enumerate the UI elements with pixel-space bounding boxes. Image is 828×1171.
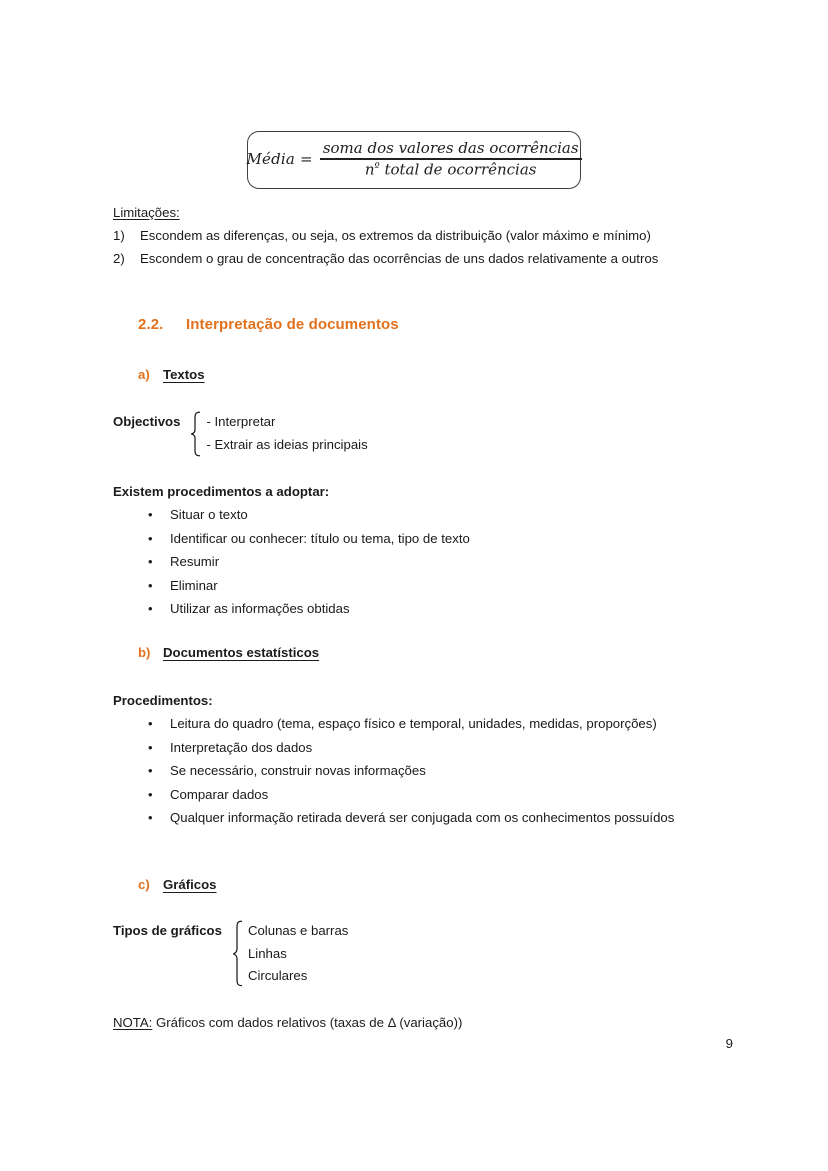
procedimentos-a-list [148,503,708,621]
limitacoes-list [113,224,713,270]
objectivos-label: Objectivos [113,414,181,429]
procedimentos-b-heading: Procedimentos: [113,693,213,708]
bullet-icon: • [148,601,153,616]
bullet-icon: • [148,763,153,778]
objectivos-group [113,411,368,457]
list-text: Qualquer informação retirada deverá ser conjugada com os conhecimentos possuídos [170,810,675,825]
formula-denominator [362,160,540,179]
objectivos-items [206,411,367,457]
bullet-icon: • [148,716,153,731]
section-title: Interpretação de documentos [186,316,399,333]
subsection-marker: a) [138,367,150,382]
subsection-c-heading [138,877,217,892]
nota-label: NOTA: [113,1015,153,1030]
subsection-label: Textos [163,367,205,382]
list-text: Identificar ou conhecer: título ou tema, tipo de texto [170,530,470,546]
bullet-icon: • [148,530,153,546]
curly-brace-icon [187,411,202,457]
subsection-label: Documentos estatísticos [163,645,320,660]
list-text: Leitura do quadro (tema, espaço físico e temporal, unidades, medidas, proporções) [170,716,657,731]
list-item [148,574,708,598]
list-text: Se necessário, construir novas informações [170,763,426,778]
list-item [148,736,713,760]
list-text: Utilizar as informações obtidas [170,601,350,616]
list-marker: 1) [113,228,125,243]
list-marker: 2) [113,251,125,266]
objectivos-item: - Interpretar [206,414,276,429]
list-text: Eliminar [170,577,218,593]
tipos-item: Colunas e barras [247,923,349,938]
subsection-label: Gráficos [163,877,217,892]
subsection-a-heading [138,367,205,382]
bullet-icon: • [148,810,153,825]
bullet-icon: • [148,507,153,522]
list-item [148,783,713,807]
list-item [148,759,713,783]
curly-brace-icon [229,920,244,988]
list-item [148,550,708,574]
tipos-graficos-group [113,920,348,988]
list-text: Escondem as diferenças, ou seja, os extremos da distribuição (valor máximo e mínimo) [140,228,651,243]
nota-text: Gráficos com dados relativos (taxas de Δ (variação)) [152,1015,463,1030]
bullet-icon: • [148,577,153,593]
list-text: Resumir [170,554,220,569]
list-item [148,527,708,551]
limitacoes-heading: Limitações: [113,205,180,220]
bullet-icon: • [148,739,153,755]
formula-fraction [320,140,582,180]
tipos-item: Circulares [247,968,308,984]
nota-line [113,1012,462,1035]
page-title [138,316,399,333]
subsection-marker: b) [138,645,151,660]
formula-left-side: Média = [246,150,313,169]
formula-box [247,131,581,189]
list-item [148,712,713,736]
subsection-b-heading [138,645,319,660]
denominator-prefix: n [364,160,375,179]
section-number: 2.2. [138,316,164,333]
tipos-graficos-items [248,920,348,988]
mean-formula [246,140,581,181]
list-text: Situar o texto [170,507,248,522]
bullet-icon: • [148,554,153,569]
subsection-marker: c) [138,877,150,892]
procedimentos-a-heading: Existem procedimentos a adoptar: [113,484,330,499]
bullet-icon: • [148,786,153,802]
list-item [113,247,713,270]
list-text: Comparar dados [170,786,269,802]
list-text: Interpretação dos dados [170,739,313,755]
tipos-graficos-label: Tipos de gráficos [113,923,222,938]
tipos-item: Linhas [247,945,287,961]
list-text: Escondem o grau de concentração das ocorrências de uns dados relativamente a outros [140,251,659,266]
denominator-rest: total de ocorrências [379,160,537,179]
denominator-ordinal-icon: º [374,159,380,173]
procedimentos-b-list [148,712,713,830]
list-item [148,806,713,830]
list-item [113,224,713,247]
list-item [148,503,708,527]
list-item [148,597,708,621]
formula-numerator: soma dos valores das ocorrências [322,138,579,157]
objectivos-item: - Extrair as ideias principais [206,436,368,452]
page-number: 9 [725,1036,733,1051]
